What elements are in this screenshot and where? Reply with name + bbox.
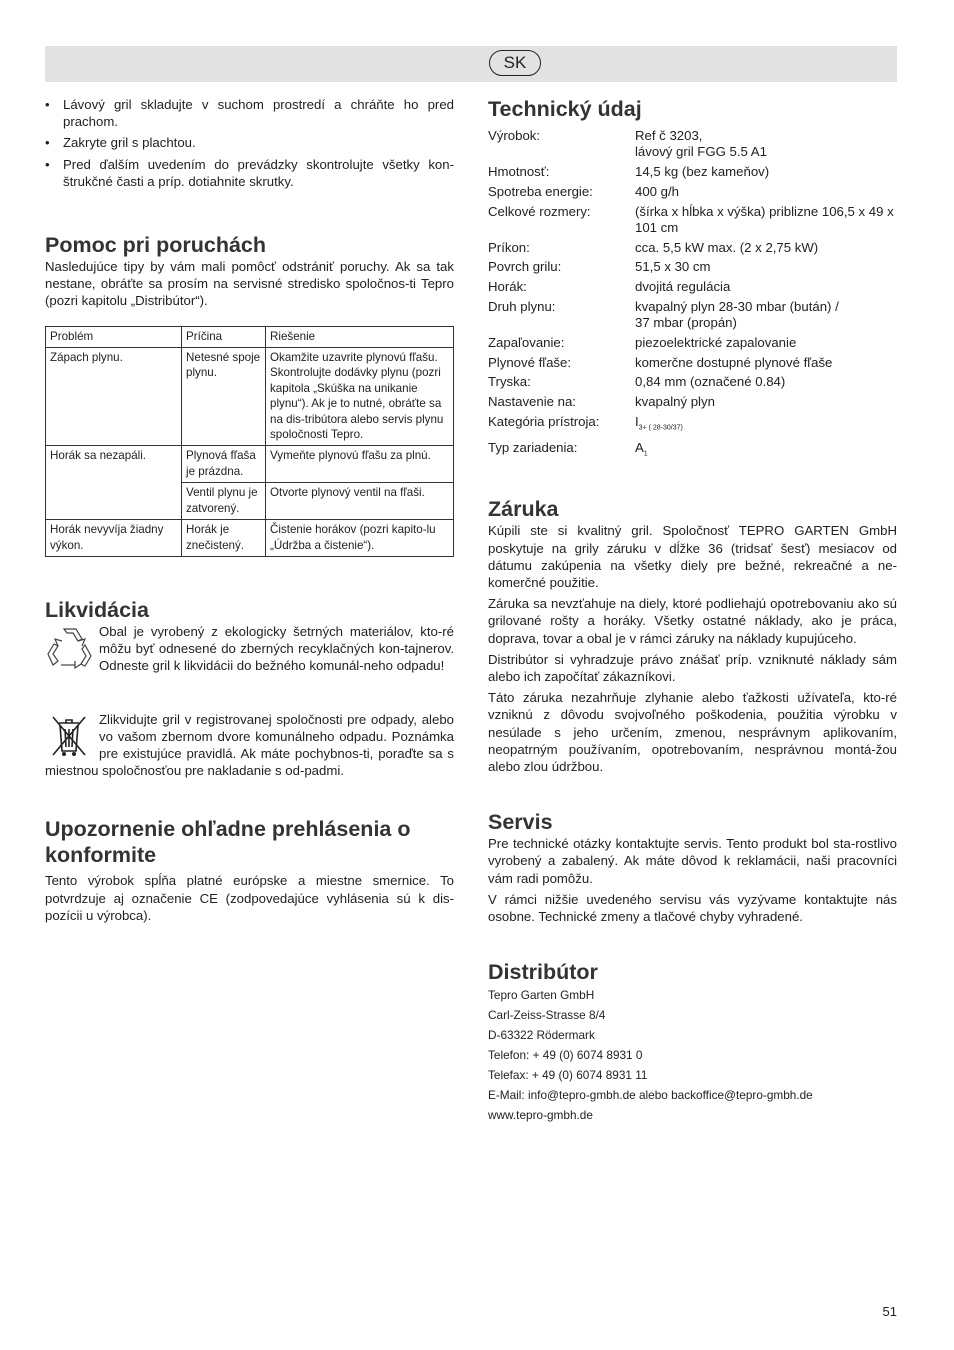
distributor-website: www.tepro-gmbh.de <box>488 1108 593 1123</box>
table-cell-problem: Horák nevyvíja žiadny výkon. <box>46 520 182 557</box>
spec-label: Spotreba energie: <box>488 183 593 199</box>
spec-label: Nastavenie na: <box>488 393 576 409</box>
warranty-heading: Záruka <box>488 497 559 522</box>
spec-label: Druh plynu: <box>488 298 556 314</box>
spec-label: Príkon: <box>488 239 530 255</box>
table-row <box>488 394 897 414</box>
distributor-address <box>488 985 897 1125</box>
spec-value: 400 g/h <box>635 183 679 199</box>
service-heading: Servis <box>488 810 553 835</box>
help-intro: Nasledujúce tipy by vám mali pomôcť odstrániť poruchy. Ak sa tak nestane, obráťte sa prosím na servisné stredisko spoločnos-ti Tepro (pozri kapitolu „Distribútor“). <box>45 259 454 309</box>
warranty-paragraph: Kúpili ste si kvalitný gril. Spoločnosť TEPRO GARTEN GmbH poskytuje na grily záruku v dĺžke 36 (tridsať šesť) mesiacov od dátumu zakúpenia na všetky diely pre bežné, rekreačné a ne-komerčné použitie. <box>488 523 897 590</box>
table-row <box>488 440 897 466</box>
table-cell-cause: Plynová fľaša je prázdna. <box>182 446 266 483</box>
spec-value: $I_{3+ ( 28-30/37)}$ <box>635 413 683 432</box>
spec-value: cca. 5,5 kW max. (2 x 2,75 kW) <box>635 239 819 255</box>
table-row <box>46 348 454 446</box>
spec-label: Tryska: <box>488 374 531 390</box>
table-cell-cause: Ventil plynu je zatvorený. <box>182 483 266 520</box>
spec-label: Typ zariadenia: <box>488 440 578 455</box>
recycle-text: Obal je vyrobený z ekologicky šetrných materiálov, kto-ré môžu byť odnesené do zberných recyklačných kon-tajnerov. Odneste gril k likvidácii do bežného komunál-neho odpadu! <box>99 623 454 674</box>
table-cell-problem: Horák sa nezapáli. <box>46 446 182 520</box>
table-row <box>488 259 897 279</box>
spec-value: 51,5 x 30 cm <box>635 259 711 275</box>
table-cell-solution: Čistenie horákov (pozri kapito-lu „Údržba a čistenie“). <box>266 520 454 557</box>
table-row <box>488 374 897 394</box>
disposal-heading: Likvidácia <box>45 597 149 622</box>
table-cell-cause: Horák je znečistený. <box>182 520 266 557</box>
spec-value: (šírka x hĺbka x výška) priblizne 106,5 x 49 x 101 cm <box>635 203 894 235</box>
spec-label: Celkové rozmery: <box>488 203 591 219</box>
spec-value: kvapalný plyn <box>635 393 715 409</box>
table-cell-solution: Okamžite uzavrite plynovú fľašu. Skontrolujte dodávky plynu (pozri kapitola „Skúška na unikanie plynu“). Ak je to nutné, obráťte sa na dis-tribútora alebo servis plynu spoločnosti Tepro. <box>266 348 454 446</box>
distributor-fax: Telefax: + 49 (0) 6074 8931 11 <box>488 1068 648 1083</box>
spec-label: Výrobok: <box>488 128 541 143</box>
conformity-heading: Upozornenie ohľadne prehlásenia o konformite <box>45 817 411 868</box>
left-column <box>45 96 454 924</box>
table-row <box>488 335 897 355</box>
distributor-line: Carl-Zeiss-Strasse 8/4 <box>488 1008 606 1023</box>
help-heading: Pomoc pri poruchách <box>45 233 267 258</box>
table-row <box>46 446 454 483</box>
spec-label: Horák: <box>488 279 527 295</box>
conformity-text: Tento výrobok spĺňa platné európske a miestne smernice. To potvrdzuje aj označenie CE (zodpovedajúce vyhlásenia sú k dis-pozícii u výrobca). <box>45 873 454 923</box>
spec-label: Povrch grilu: <box>488 259 562 275</box>
list-item: • Zakryte gril s plachtou. <box>45 134 454 151</box>
warranty-paragraph: Záruka sa nevzťahuje na diely, ktoré podliehajú opotrebovaniu ako sú grilované rošty a horáky. Všetky ostatné náklady, ako je práca, doprava, tovar a obal je v rámci záruky na náklady kupujúceho. <box>488 596 897 646</box>
table-row <box>488 279 897 299</box>
warranty-paragraph: Táto záruka nezahrňuje zlyhanie alebo ťažkosti užívateľa, kto-ré vzniknú z dôvodu svojvoľného poškodenia, použitia výrobku v nesúlade s jeho určením, zmenou, nesprávnym aplikovaním, neopatrným používaním, opotrebovaním, nesprávnou montá-žou alebo zlou údržbou. <box>488 690 897 774</box>
crossed-bin-icon <box>45 711 95 759</box>
spec-value: 0,84 mm (označené 0.84) <box>635 374 786 390</box>
language-header-bar <box>45 46 897 82</box>
storage-bullet-list <box>45 96 454 190</box>
right-column <box>488 96 897 1125</box>
recycle-block <box>45 623 454 675</box>
spec-value: komerčne dostupné plynové fľaše <box>635 354 833 370</box>
table-cell-problem: Zápach plynu. <box>46 348 182 446</box>
table-row <box>488 128 897 164</box>
table-header: Príčina <box>182 326 266 347</box>
spec-value: Ref č 3203, lávový gril FGG 5.5 A1 <box>635 128 767 160</box>
page-number: 51 <box>882 1304 897 1319</box>
spec-label: Hmotnosť: <box>488 164 550 180</box>
service-paragraph: Pre technické otázky kontaktujte servis. Tento produkt bol sta-rostlivo vyrobený a zabalený. Ak máte dôvod k reklamácii, naši pracovníci vám radi pomôžu. <box>488 836 897 886</box>
table-cell-cause: Netesné spoje plynu. <box>182 348 266 446</box>
table-row <box>488 204 897 240</box>
table-row <box>46 520 454 557</box>
table-cell-solution: Otvorte plynový ventil na fľaši. <box>266 483 454 520</box>
spec-value: dvojitá regulácia <box>635 279 731 295</box>
troubleshooting-table <box>45 326 454 557</box>
table-header: Problém <box>46 326 182 347</box>
recycle-icon <box>45 623 95 673</box>
weee-block <box>45 711 454 780</box>
table-row <box>488 240 897 260</box>
service-paragraph: V rámci nižšie uvedeného servisu vás vyzývame kontaktujte nás osobne. Technické zmeny a tlačové chyby vyhradené. <box>488 891 897 924</box>
table-row <box>488 299 897 335</box>
spec-value: kvapalný plyn 28-30 mbar (bután) / 37 mbar (propán) <box>635 298 839 331</box>
table-row <box>488 164 897 184</box>
table-cell-solution: Vymeňte plynovú fľašu za plnú. <box>266 446 454 483</box>
table-header-row <box>46 326 454 347</box>
language-badge: SK <box>489 50 541 76</box>
table-row <box>488 355 897 375</box>
spec-value: 14,5 kg (bez kameňov) <box>635 164 770 180</box>
list-item: • Pred ďalším uvedením do prevádzky skontrolujte všetky kon-štrukčné časti a príp. dotiahnite skrutky. <box>45 156 454 190</box>
distributor-heading: Distribútor <box>488 960 598 985</box>
distributor-phone: Telefon: + 49 (0) 6074 8931 0 <box>488 1048 643 1063</box>
distributor-line: Tepro Garten GmbH <box>488 988 595 1003</box>
tech-spec-table <box>488 128 897 466</box>
spec-label: Zapaľovanie: <box>488 334 565 350</box>
warranty-paragraph: Distribútor si vyhradzuje právo znášať príp. vzniknuté náklady sám alebo ich započítať zákazníkovi. <box>488 651 897 684</box>
weee-text: Zlikvidujte gril v registrovanej spoločnosti pre odpady, alebo vo vašom zbernom dvore komunálneho odpadu. Poznámka pre existujúce pravidlá. Ak máte pochybnos-ti, poraďte sa s miestnou spoločnosťou pre nakladanie s od-padmi. <box>45 711 454 779</box>
spec-label: Plynové fľaše: <box>488 354 572 370</box>
table-header: Riešenie <box>266 326 454 347</box>
table-row <box>488 414 897 440</box>
distributor-email: E-Mail: info@tepro-gmbh.de alebo backoffice@tepro-gmbh.de <box>488 1088 813 1103</box>
spec-label: Kategória prístroja: <box>488 413 600 429</box>
spec-value: piezoelektrické zapalovanie <box>635 334 797 350</box>
distributor-line: D-63322 Rödermark <box>488 1028 595 1043</box>
list-item: • Lávový gril skladujte v suchom prostredí a chráňte ho pred prachom. <box>45 96 454 130</box>
table-row <box>488 184 897 204</box>
spec-value: $A_1$ <box>635 440 648 458</box>
tech-heading: Technický údaj <box>488 97 642 121</box>
